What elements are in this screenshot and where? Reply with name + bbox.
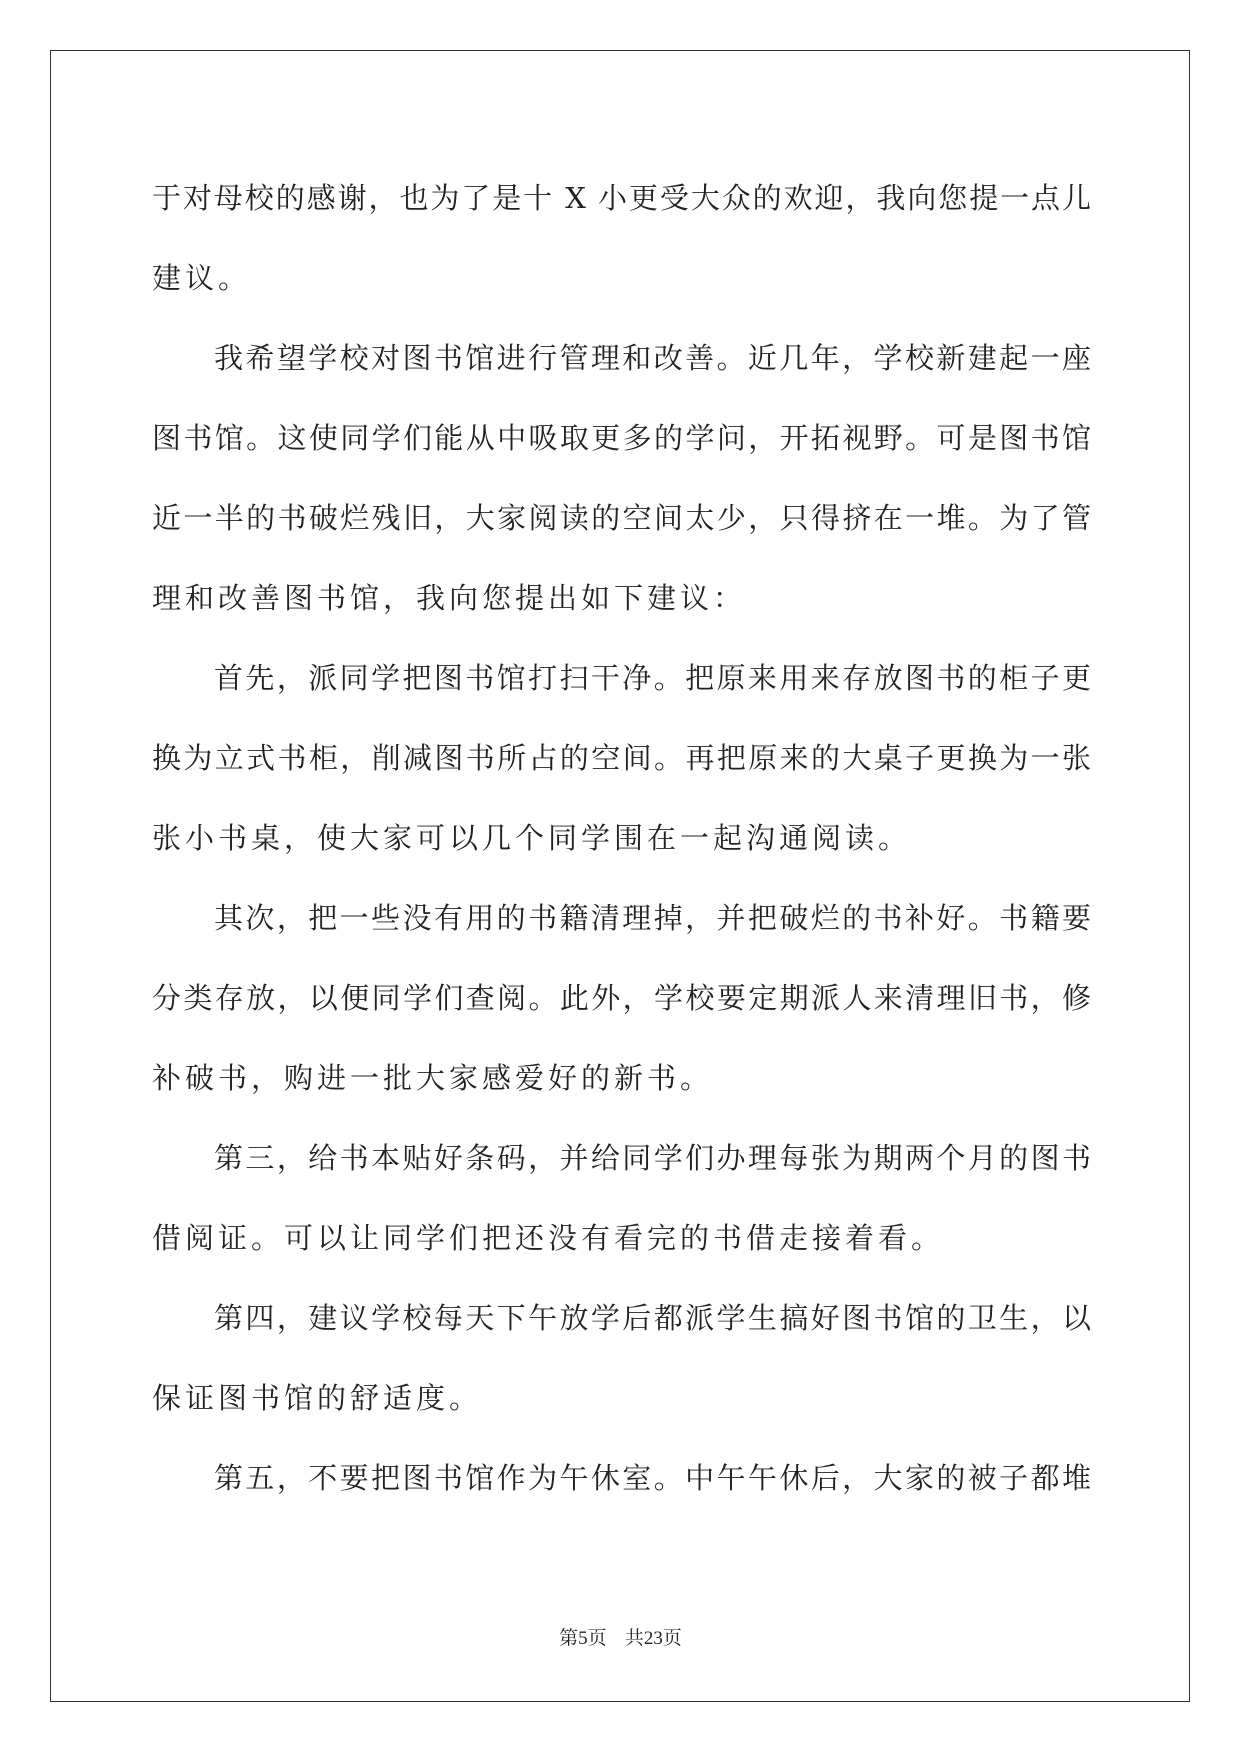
text-line: 建议。 <box>152 261 252 295</box>
text-line: 借阅证。可以让同学们把还没有看完的书借走接着看。 <box>152 1221 945 1255</box>
text-line: 我希望学校对图书馆进行管理和改善。近几年，学校新建起一座 <box>214 341 1092 375</box>
text-line: 换为立式书柜，削减图书所占的空间。再把原来的大桌子更换为一张 <box>152 741 1092 775</box>
page-footer <box>0 1623 1241 1650</box>
text-line: 补破书，购进一批大家感爱好的新书。 <box>152 1061 714 1095</box>
text-line: 分类存放，以便同学们查阅。此外，学校要定期派人来清理旧书，修 <box>152 981 1092 1015</box>
text-line: 理和改善图书馆，我向您提出如下建议： <box>152 581 747 615</box>
footer-page-number: 5 <box>578 1628 588 1649</box>
text-line: 第三，给书本贴好条码，并给同学们办理每张为期两个月的图书 <box>214 1141 1092 1175</box>
text-line: 于对母校的感谢，也为了是十 X 小更受大众的欢迎，我向您提一点儿 <box>152 181 1092 215</box>
document-body <box>152 158 1092 1518</box>
text-line: 第五，不要把图书馆作为午休室。中午午休后，大家的被子都堆 <box>214 1461 1092 1495</box>
footer-total-pages: 23 <box>643 1628 663 1649</box>
footer-total-prefix: 共 <box>624 1628 644 1649</box>
footer-page-suffix: 页 <box>587 1628 607 1649</box>
footer-total-suffix: 页 <box>662 1628 682 1649</box>
footer-page-prefix: 第 <box>559 1628 579 1649</box>
text-line: 张小书桌，使大家可以几个同学围在一起沟通阅读。 <box>152 821 912 855</box>
text-line: 保证图书馆的舒适度。 <box>152 1381 483 1415</box>
text-line: 其次，把一些没有用的书籍清理掉，并把破烂的书补好。书籍要 <box>214 901 1092 935</box>
text-line: 近一半的书破烂残旧，大家阅读的空间太少，只得挤在一堆。为了管 <box>152 501 1092 535</box>
text-line: 第四，建议学校每天下午放学后都派学生搞好图书馆的卫生，以 <box>214 1301 1092 1335</box>
text-line: 首先，派同学把图书馆打扫干净。把原来用来存放图书的柜子更 <box>214 661 1092 695</box>
text-line: 图书馆。这使同学们能从中吸取更多的学问，开拓视野。可是图书馆 <box>152 421 1092 455</box>
